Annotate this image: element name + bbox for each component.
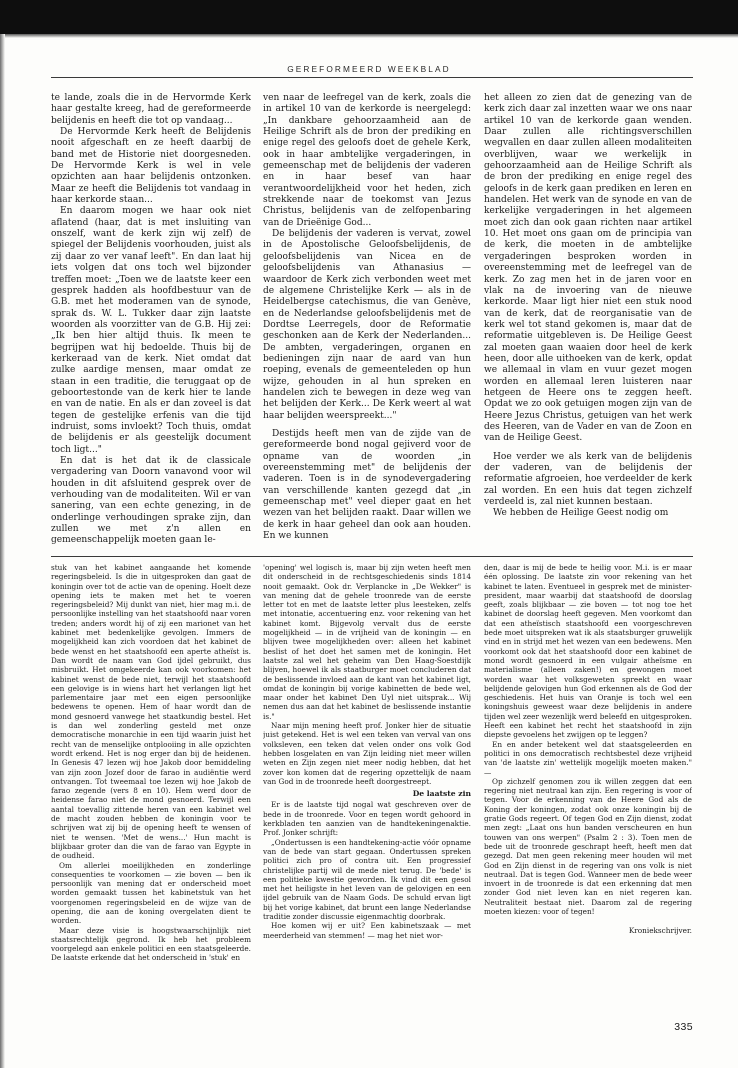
paragraph: stuk van het kabinet aangaande het komende regeringsbeleid. Is die in uitgesproken dan gaat de koningin over tot de actie van de opening. Hoelt deze opening iets te maken met het te voeren regeringsbeleid? Mij dunkt van niet, hier mag m.i. de persoonlijke instelling van het staatshoofd naar voren treden; anders wordt hij of zij een marionet van het kabinet met bedenkelijke gevolgen. Immers de mogelijkheid kan zich voordoen dat het kabinet de bede wenst en het staatshoofd een aperte atheïst is. Dan wordt de naam van God ijdel gebruikt, dus misbruikt. Het omgekeerde kan ook voorkomen: het kabinet wenst de bede niet, terwijl het staatshoofd een gelovige is in wiens hart het verlangen ligt het parlementaire jaar met een eigen persoonlijke bedewens te openen. Hem of haar wordt dan de mond gesnoerd vanwege het staatkundig bestel. Het is dan wel zonderling gesteld met onze democratische monarchie in een tijd waarin juist het recht van de menselijke ontplooiing in alle opzichten wordt erkend. Het is nog erger dan bij de heidenen. In Genesis 47 lezen wij hoe Jakob door bemiddeling van zijn zoon Jozef door de farao in audiëntie werd ontvangen. Tot tweemaal toe lezen wij hoe Jakob de farao zegende (vers 8 en 10). Hem werd door de heidense farao niet de mond gesnoerd. Terwijl een aantal toevallig zittende heren van een kabinet wel de macht zouden hebben de koningin voor te schrijven wat zij bij de opening heeft te wensen of niet te wensen. 'Met de wens...' Hun macht is blijkbaar groter dan die van de farao van Egypte in de oudheid. [51,563,251,861]
paragraph: Naar mijn mening heeft prof. Jonker hier de situatie juist getekend. Het is wel een teken van verval van ons volksleven, een teken dat velen onder ons volk God hebben losgelaten en van Zijn leiding niet meer willen weten en Zijn zegen niet meer nodig hebben, dat het zover kon komen dat de regering opzettelijk de naam van God in de troonrede heeft doorgestreept. [263,721,471,786]
scan-top-shadow [0,34,738,38]
scan-top-border [0,0,738,34]
paragraph: den, daar is mij de bede te heilig voor. M.i. is er maar één oplossing. De laatste zin voor rekening van het kabinet te laten. Eventueel in gesprek met de minister-president, maar waarbij dat staatshoofd de doorslag geeft, zoals blijkbaar — zie boven — tot nog toe het kabinet de doorslag heeft gegeven. Men voorkomt dan dat een atheïstisch staatshoofd een voorgeschreven bede moet uitspreken wat ik als staatsburger gruwelijk vind en in strijd met het wezen van een bedewens. Men voorkomt ook dat het staatshoofd door een kabinet de mond wordt gesnoerd in een vulgair atheïsme en materialisme (alleen zaken!) en gewongen moet worden waar het volksgeweten spreekt en waar belijdende gelovigen hun God erkennen als de God der geschiedenis. Het huis van Oranje is toch wel een koningshuis geweest waar deze belijdenis in andere tijden wel zeer wezenlijk werd beleefd en uitgesproken. Heeft een kabinet het recht het staatshoofd in zijn diepste gevoelens het zwijgen op te leggen? [484,563,692,740]
paragraph: Hoe verder we als kerk van de belijdenis der vaderen, van de belijdenis der reformatie afgroeien, hoe verdeelder de kerk zal worden. En een huis dat tegen zichzelf verdeeld is, zal niet kunnen bestaan. [484,451,692,508]
paragraph: Hoe komen wij er uit? Een kabinetszaak — met meerderheid van stemmen! — mag het niet wor- [263,921,471,940]
upper-column-3 [484,93,692,549]
paragraph: De Hervormde Kerk heeft de Belijdenis nooit afgeschaft en ze heeft daarbij de band met de Historie niet doorgesneden. De Hervormde Kerk is wel in vele opzichten aan haar belijdenis ontzonken. Maar ze heeft die Belijdenis tot vandaag in haar kerkorde staan... [51,127,251,206]
paragraph: De belijdenis der vaderen is vervat, zowel in de Apostolische Geloofsbelijdenis, de geloofsbelijdenis van Nicea en de geloofsbelijdenis van Athanasius — waardoor de Kerk zich verbonden weet met de algemene Christelijke Kerk — als in de Heidelbergse catechismus, die van Genève, en de Nederlandse geloofsbelijdenis met de Dordtse Leerregels, door de Reformatie geschonken aan de Kerk der Nederlanden... De ambten, vergaderingen, organen en bedieningen zijn naar de aard van hun roeping, evenals de gemeenteleden op hun wijze, gehouden in al hun spreken en handelen zich te bewegen in deze weg van het belijden der Kerk... De Kerk weert al wat haar belijden weerspreekt..." [263,229,471,421]
paragraph: We hebben de Heilige Geest nodig om [493,508,669,519]
paragraph: het alleen zo zien dat de genezing van de kerk zich daar zal inzetten waar we ons naar artikel 10 van de kerkorde gaan wenden. Daar zullen alle richtingsverschillen wegvallen en daar zullen alleen modaliteiten overblijven, waar we werkelijk in gehoorzaamheid aan de Heilige Schrift als de bron der prediking en enige regel des geloofs in de kerk gaan prediken en leren en handelen. Het werk van de synode en van de kerkelijke vergaderingen in het algemeen moet zich dan ook gaan richten naar artikel 10. Het moet ons gaan om de principia van de kerk, die moeten in de ambtelijke vergaderingen besproken worden in overeenstemming met de leefregel van de kerk. Zo zag men het in de jaren voor en vlak na de invoering van de nieuwe kerkorde. Maar ligt hier niet een stuk nood van de kerk, dat de reorganisatie van de kerk wel tot stand gekomen is, maar dat de reformatie uitgebleven is. De Heilige Geest zal moeten gaan waaien door heel de kerk heen, door alle uithoeken van de kerk, opdat we allemaal in vlam en vuur gezet mogen worden en allemaal leren luisteren naar hetgeen de Heere ons te zeggen heeft. Opdat we zo ook getuigen mogen zijn van de Heere Jezus Christus, getuigen van het werk des Heeren, van de Vader en van de Zoon en van de Heilige Geest. [484,93,692,444]
section-divider-rule [51,556,693,557]
paragraph: En daarom mogen we haar ook niet aflatend (haar, dat is met insluiting van onszelf, want de kerk zijn wij zelf) de spiegel der Belijdenis voorhouden, juist als zij daar zo ver vanaf leeft". En dan laat hij iets volgen dat ons toch wel bijzonder treffen moet: „Toen we de laatste keer een gesprek hadden als hoofdbestuur van de G.B. met het moderamen van de synode, sprak ds. W. L. Tukker daar zijn laatste woorden als voorzitter van de G.B. Hij zei: „Ik ben hier altijd thuis. Ik meen te begrijpen wat hij bedoelde. Thuis bij de kerkeraad van de kerk. Niet omdat dat zulke aardige mensen, maar omdat ze staan in een traditie, die teruggaat op de geboortestonde van de kerk hier te lande en van de natie. En als er dan zoveel is dat tegen de gestelijke erfenis van die tijd indruist, soms invloekt? Toch thuis, omdat de belijdenis er als geestelijk document toch ligt..." [51,206,251,455]
section-heading: De laatste zin [412,789,471,799]
upper-column-2 [263,93,471,549]
page-number: 335 [674,1021,693,1033]
paragraph: En en ander betekent wel dat staatsgeleerden en politici in ons democratisch rechtsbestel deze vrijheid van 'de laatste zin' wettelijk mogelijk moeten maken." — [484,739,692,777]
paragraph: En dat is het dat ik de classicale vergadering van Doorn vanavond voor wil houden in dit afsluitend gesprek over de verhouding van de modaliteiten. Wil er van sanering, van een echte genezing, in de onderlinge verhoudingen sprake zijn, dan zullen we met z'n allen en gemeenschappelijk moeten gaan le- [51,456,251,546]
scan-left-shadow [0,34,5,1068]
paragraph: te lande, zoals die in de Hervormde Kerk haar gestalte kreeg, had de gereformeerde belijdenis en heeft die tot op vandaag... [51,93,251,126]
paragraph: „Ondertussen is een handtekening-actie vóór opname van de bede van start gegaan. Ondertussen spreken politici zich pro of contra uit. Een progressief christelijke partij wil de mede niet terug. De 'bede' is een politieke kwestie geworden. Ik vind dit een gesol met het heiligste in het leven van de gelovigen en een ijdel gebruik van de Naam Gods. De schuld ervan ligt bij het vorige kabinet, dat brunt een lange Nederlandse traditie zonder discussie eigenmachtig doorbrak. [263,837,471,921]
lower-column-2 [263,563,471,1003]
upper-column-1 [51,93,251,549]
header-rule [51,77,693,78]
author-signature: Kroniekschrijver. [628,926,692,936]
paragraph: Er is de laatste tijd nogal wat geschreven over de bede in de troonrede. Voor en tegen wordt gehoord in kerkbladen ten aanzien van de handtekeningenaktie. Prof. Jonker schrijft: [263,800,471,838]
paragraph: Op zichzelf genomen zou ik willen zeggen dat een regering niet neutraal kan zijn. Een regering is voor of tegen. Voor de erkenning van de Heere God als de Koning der koningen, zodat ook onze koningin bij de gratie Gods regeert. Of tegen God en Zijn dienst, zodat men zegt: „Laat ons hun banden verscheuren en hun touwen van ons werpen" (Psalm 2 : 3). Toen men de bede uit de troonrede geschrapt heeft, heeft men dat gezegd. Dat men geen rekening meer houden wil met God en Zijn dienst in de regering van ons volk is niet neutraal. Dat is tegen God. Wanneer men de bede weer invoert in de troonrede is dat een erkenning dat men zonder God niet leven kan en niet regeren kan. Neutraliteit bestaat niet. Daarom zal de regering moeten kiezen: voor of tegen! [484,776,692,916]
lower-column-1 [51,563,251,1003]
paragraph: Om allerlei moeilijkheden en zonderlinge consequenties te voorkomen — zie boven — ben ik persoonlijk van mening dat er onderscheid moet worden gemaakt tussen het kabinetstuk van het voorgenomen regeringsbeleid en de wijze van de opening, die aan de koning overgelaten dient te worden. [51,860,251,926]
running-title: GEREFORMEERD WEEKBLAD [287,64,451,74]
paragraph: ven naar de leefregel van de kerk, zoals die in artikel 10 van de kerkorde is neergelegd: „In dankbare gehoorzaamheid aan de Heilige Schrift als de bron der prediking en enige regel des geloofs doet de gehele Kerk, ook in haar ambtelijke vergaderingen, in gemeenschap met de belijdenis der vaderen en in haar besef van haar verantwoordelijkheid voor het heden, zich strekkende naar de toekomst van Jezus Christus, belijdenis van de zelfopenbaring van de Drieënige God... [263,93,471,228]
paragraph: 'opening' wel logisch is, maar bij zijn weten heeft men dit onderscheid in de rechtsgeschiedenis sinds 1814 nooit gemaakt. Ook dr. Verplancke in „De Wekker" is van mening dat de gehele troonrede van de eerste letter tot en met de laatste letter plus leesteken, zelfs met intonatie, accentuering enz. voor rekening van het kabinet komt. Bijgevolg vervalt dus de eerste mogelijkheid — in de vrijheid van de koningin — en blijven twee mogelijkheden over: alleen het kabinet beslist of het doet het samen met de koningin. Het laatste zal wel het geheim van Den Haag-Soestdijk blijven, hoewel ik als staatburger moet concluderen dat de beslissende invloed aan de kant van het kabinet ligt, omdat de koningin bij vorige kabinetten de bede wel, maar onder het kabinet Den Uyl niet uitsprak... Wij nemen dus aan dat het kabinet de beslissende instantie is." [263,563,471,721]
paragraph: Destijds heeft men van de zijde van de gereformeerde bond nogal gejiverd voor de opname van de woorden „in overeenstemming met" de belijdenis der vaderen. Toen is in de synodevergadering van verschillende kanten gezegd dat „in gemeenschap met" veel dieper gaat en het wezen van het belijden raakt. Daar willen we de kerk in haar geheel dan ook aan houden. En we kunnen [263,428,471,542]
lower-column-3 [484,563,692,1003]
paragraph: Maar deze visie is hoogstwaarschijnlijk niet staatsrechtelijk gegrond. Ik heb het probleem voorgelegd aan enkele politici en een staatsgeleerde. De laatste erkende dat het onderscheid in 'stuk' en [51,925,251,963]
